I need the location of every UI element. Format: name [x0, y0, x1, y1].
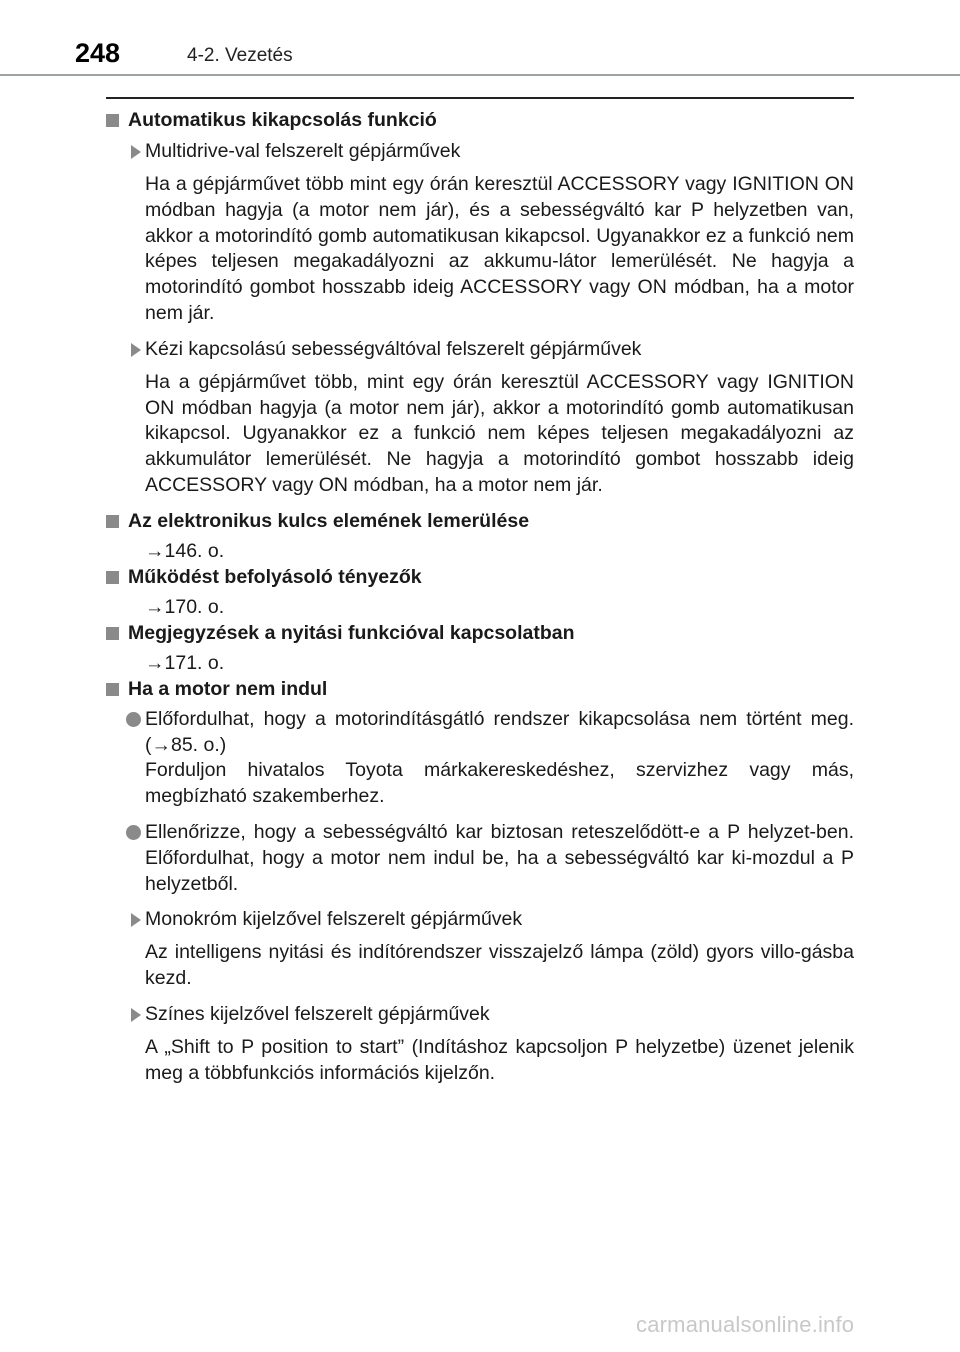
section-heading-key-battery: Az elektronikus kulcs elemének lemerülése: [106, 509, 854, 535]
page-header: [0, 0, 960, 80]
page-reference[interactable]: →171. o.: [145, 651, 225, 674]
watermark: carmanualsonline.info: [636, 1312, 855, 1337]
square-bullet-icon: [106, 627, 119, 640]
page-content: [106, 108, 854, 1087]
header-divider: [0, 74, 960, 76]
triangle-bullet-icon: [131, 1008, 141, 1022]
triangle-bullet-icon: [131, 343, 141, 357]
paragraph-multidrive: Ha a gépjárművet több mint egy órán keresztül ACCESSORY vagy IGNITION ON módban hagyja (a motor nem jár), és a sebességváltó kar P helyzetben van, akkor a motorindító gomb automatikusan kikapcsol. Ugyanakkor ez a funkció nem képes teljesen megakadályozni az akkumu-látor lemerülését. Ne hagyja a motorindító gombot hosszabb ideig ACCESSORY vagy ON módban, ha a motor nem jár.: [145, 173, 854, 324]
circle-bullet-icon: [126, 712, 141, 727]
square-bullet-icon: [106, 683, 119, 696]
section-heading-no-start: Ha a motor nem indul: [106, 677, 854, 703]
paragraph-color-display: A „Shift to P position to start” (Indításhoz kapcsoljon P helyzetbe) üzenet jelenik meg a többfunkciós információs kijelzőn.: [145, 1035, 854, 1084]
subsection-monochrome: Monokróm kijelzővel felszerelt gépjárművek: [106, 907, 854, 933]
subsection-manual: Kézi kapcsolású sebességváltóval felszerelt gépjárművek: [106, 337, 854, 363]
circle-bullet-icon: [126, 825, 141, 840]
content-divider: [106, 97, 854, 99]
paragraph-manual: Ha a gépjárművet több, mint egy órán keresztül ACCESSORY vagy IGNITION ON módban hagyja (a motor nem jár), akkor a motorindító gomb automatikusan kikapcsol. Ugyanakkor ez a funkció nem képes teljesen megakadályozni az akkumulátor lemerülését. Ne hagyja a motorindító gombot hosszabb ideig ACCESSORY vagy ON módban, ha a motor nem jár.: [145, 370, 854, 496]
bullet-shift-lever: Ellenőrizze, hogy a sebességváltó kar biztosan reteszelődött-e a P helyzet-ben. Előfordulhat, hogy a motor nem indul be, ha a sebességváltó kar ki-mozdul a P helyzetből.: [106, 820, 854, 897]
square-bullet-icon: [106, 571, 119, 584]
section-heading-notes: Megjegyzések a nyitási funkcióval kapcsolatban: [106, 621, 854, 647]
page-number: 248: [75, 38, 121, 68]
bullet-immobilizer: Előfordulhat, hogy a motorindításgátló rendszer kikapcsolása nem történt meg. (→85. o.) Forduljon hivatalos Toyota márkakereskedéshez, szervizhez vagy más, megbízható szakemberhez.: [106, 707, 854, 810]
page-reference[interactable]: →170. o.: [145, 595, 225, 618]
triangle-bullet-icon: [131, 145, 141, 159]
subsection-multidrive: Multidrive-val felszerelt gépjárművek: [106, 139, 854, 165]
square-bullet-icon: [106, 114, 119, 127]
square-bullet-icon: [106, 515, 119, 528]
chapter-title: 4-2. Vezetés: [187, 45, 293, 66]
subsection-color-display: Színes kijelzővel felszerelt gépjárművek: [106, 1002, 854, 1028]
section-heading-auto-off: Automatikus kikapcsolás funkció: [106, 108, 854, 134]
section-heading-factors: Működést befolyásoló tényezők: [106, 565, 854, 591]
paragraph-monochrome: Az intelligens nyitási és indítórendszer visszajelző lámpa (zöld) gyors villo-gásba kezd.: [145, 941, 854, 990]
page-reference[interactable]: →146. o.: [145, 539, 225, 562]
triangle-bullet-icon: [131, 913, 141, 927]
